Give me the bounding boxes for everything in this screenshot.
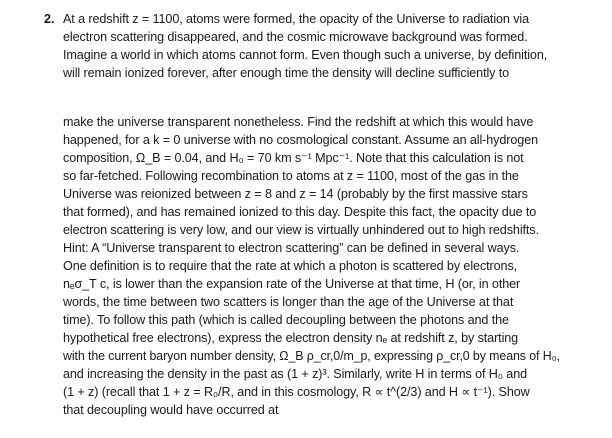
text-line: (1 + z) (recall that 1 + z = R₀/R, and in this cosmology, R ∝ t^(2/3) and H ∝ t⁻¹). Show	[63, 385, 530, 399]
text-line: Imagine a world in which atoms cannot form. Even though such a universe, by definition,	[63, 48, 548, 62]
text-line: words, the time between two scatters is longer than the age of the Universe at that	[63, 295, 514, 309]
text-line: electron scattering is very low, and our view is virtually unhindered out to high redshifts.	[63, 223, 539, 237]
problem-number: 2.	[44, 12, 55, 26]
text-line: At a redshift z = 1100, atoms were formed, the opacity of the Universe to radiation via	[63, 12, 530, 26]
text-line: so far-fetched. Following recombination to atoms at z = 1100, most of the gas in the	[63, 169, 519, 183]
hint-line: Hint: A “Universe transparent to electron scattering” can be defined in several ways.	[63, 241, 520, 255]
text-line: with the current baryon number density, Ω_B ρ_cr,0/m_p, expressing ρ_cr,0 by means of H₀,	[63, 349, 560, 363]
text-line: One definition is to require that the rate at which a photon is scattered by electrons,	[63, 259, 518, 273]
text-line: happened, for a k = 0 universe with no cosmological constant. Assume an all-hydrogen	[63, 133, 538, 147]
text-line: time). To follow this path (which is called decoupling between the photons and the	[63, 313, 509, 327]
text-line: Universe was reionized between z = 8 and z = 14 (probably by the first massive stars	[63, 187, 528, 201]
text-line: composition, Ω_B = 0.04, and H₀ = 70 km s⁻¹ Mpc⁻¹. Note that this calculation is not	[63, 151, 524, 165]
text-line: electron scattering disappeared, and the cosmic microwave background was formed.	[63, 30, 528, 44]
text-line: nₑσ_T c, is lower than the expansion rate of the Universe at that time, H (or, in other	[63, 277, 521, 291]
text-line: that decoupling would have occurred at	[63, 403, 279, 417]
text-line: that formed), and has remained ionized to this day. Despite this fact, the opacity due to	[63, 205, 537, 219]
text-line: hypothetical free electrons), express the electron density nₑ at redshift z, by starting	[63, 331, 519, 345]
text-line: make the universe transparent nonetheless. Find the redshift at which this would have	[63, 115, 534, 129]
text-line: will remain ionized forever, after enough time the density will decline sufficiently to	[63, 66, 510, 80]
text-line: and increasing the density in the past as (1 + z)³. Similarly, write H in terms of H₀ and	[63, 367, 528, 381]
